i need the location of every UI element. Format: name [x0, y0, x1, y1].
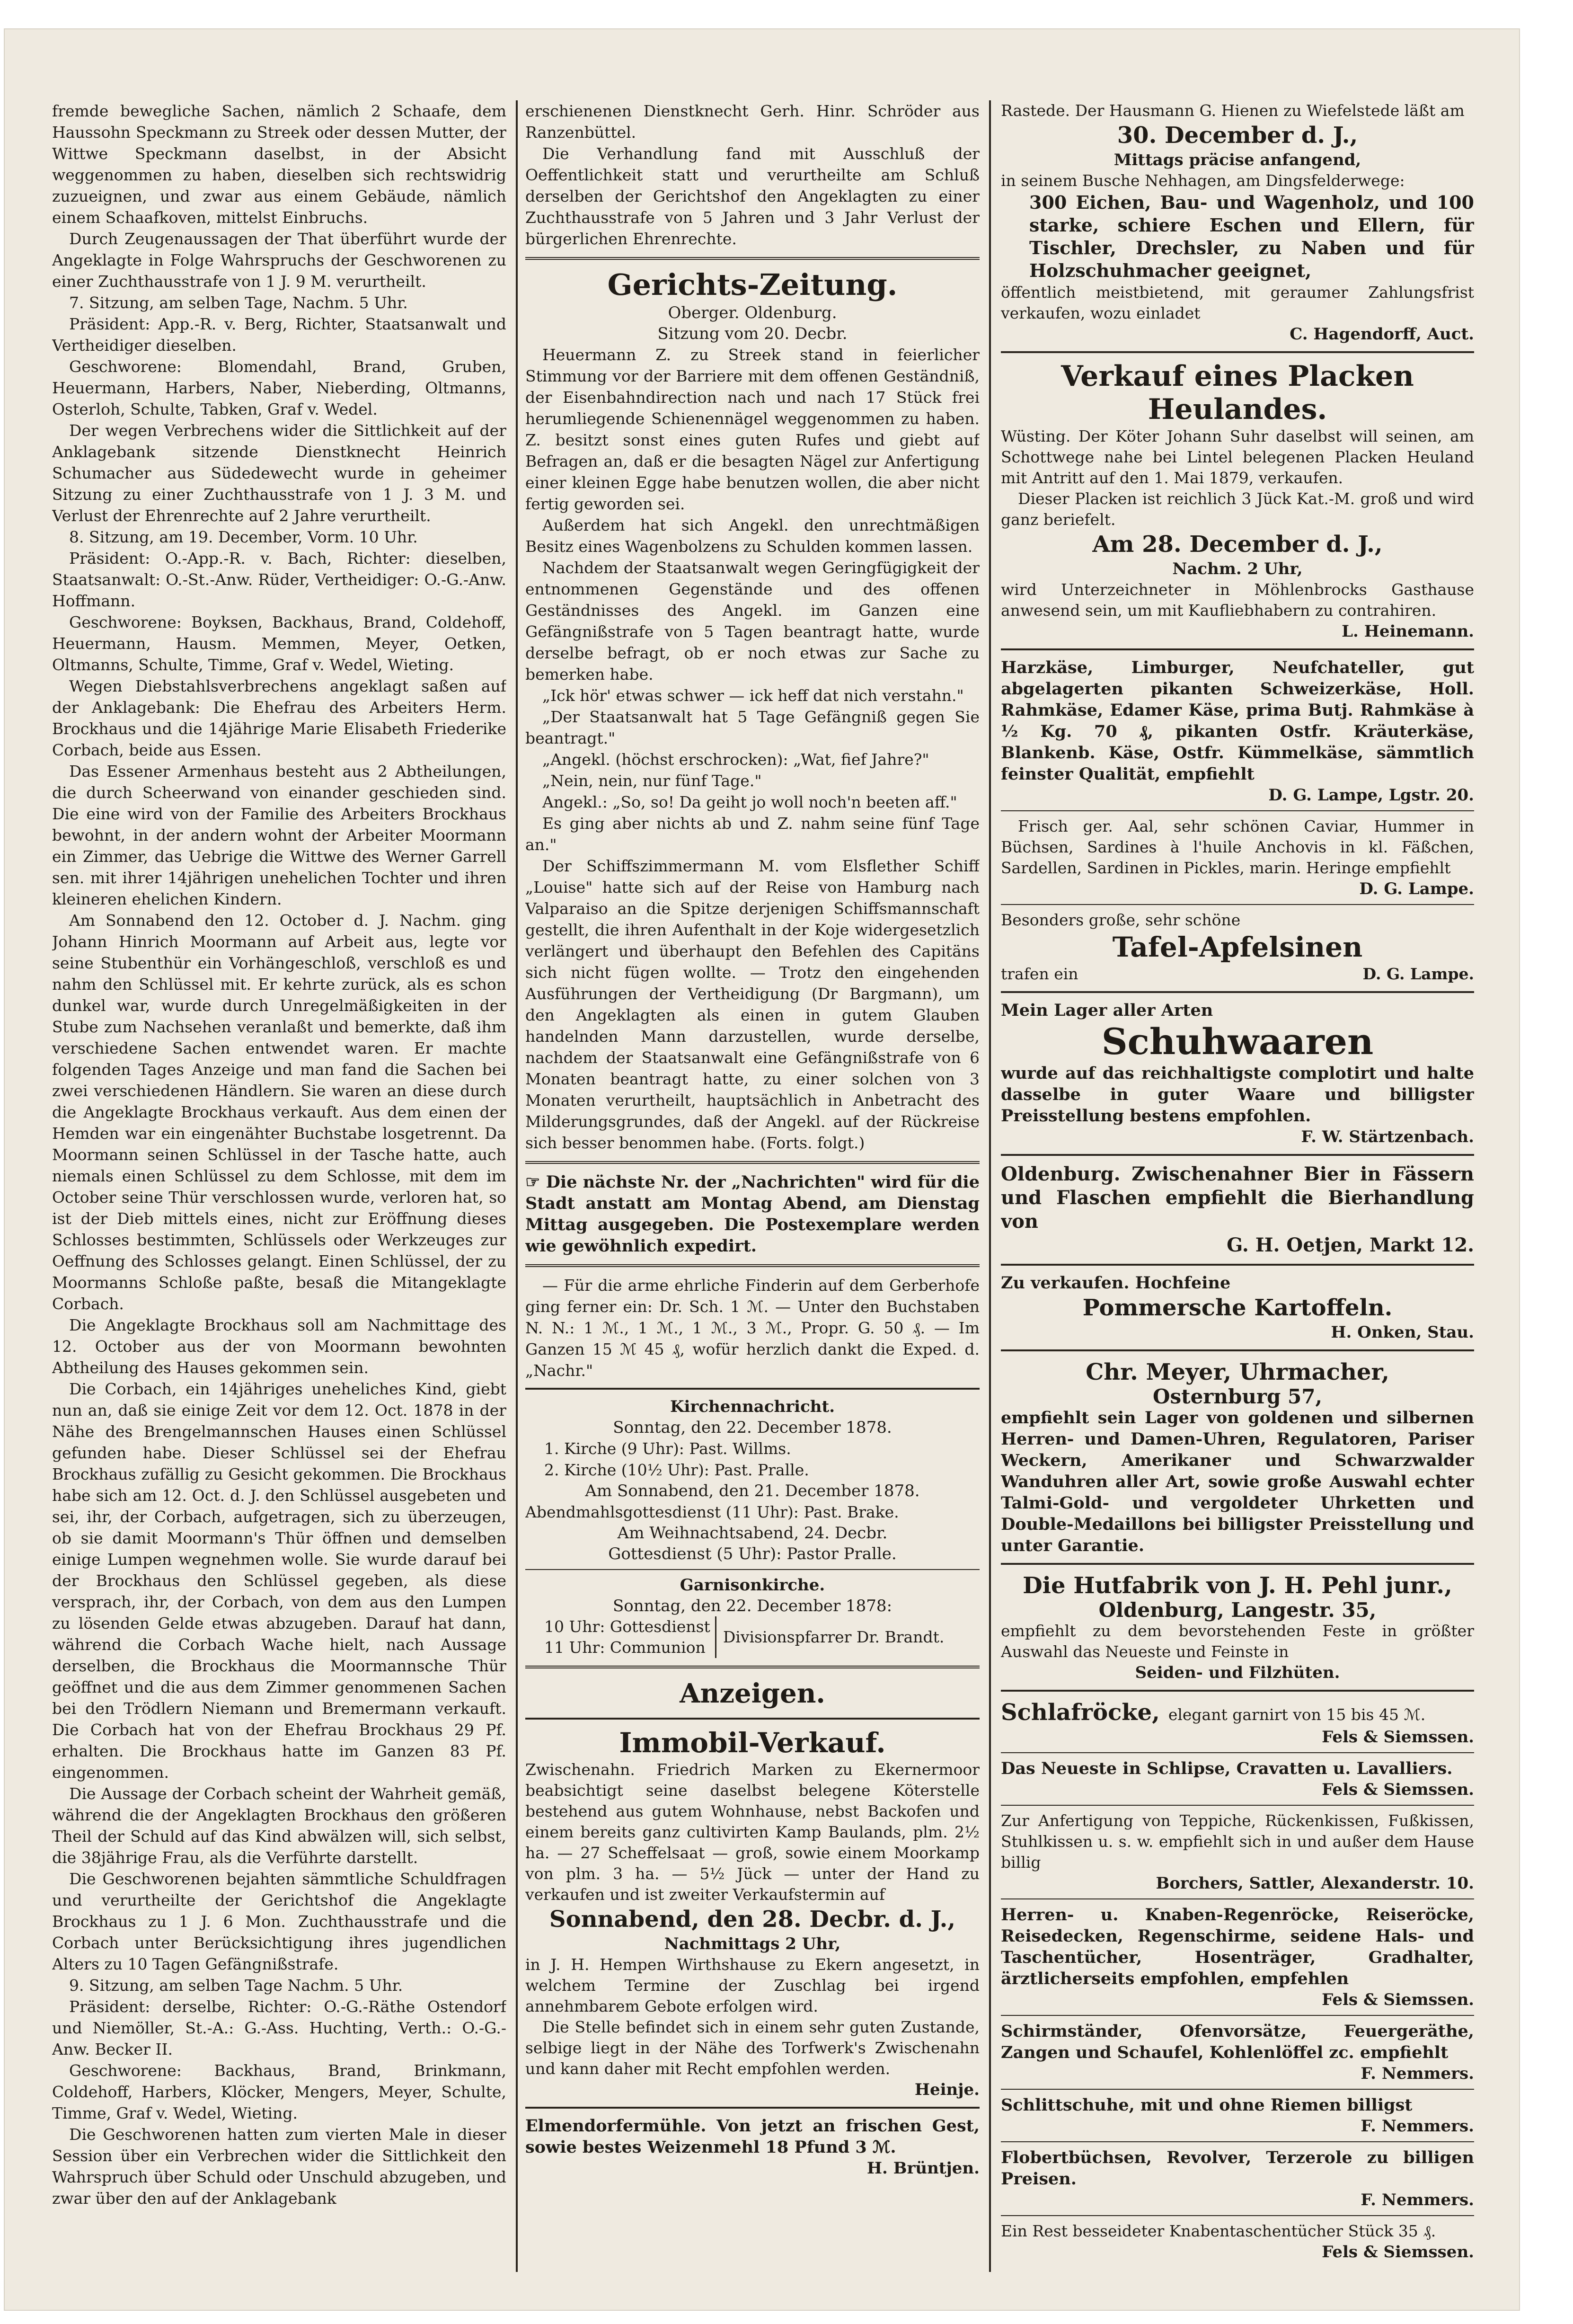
ad-headline — [1001, 1698, 1474, 1727]
ad-title: Verkauf eines Placken Heulandes. — [1061, 360, 1414, 426]
garrison-schedule — [525, 1616, 980, 1658]
garrison-pastor: Divisionspfarrer Dr. Brandt. — [723, 1628, 945, 1646]
section-divider — [525, 1264, 980, 1267]
article-paragraph: „Der Staatsanwalt hat 5 Tage Gefängniß gegen Sie beantragt." — [525, 708, 980, 747]
article-paragraph: „Angekl. (höchst erschrocken): „Wat, fief Jahre?" — [542, 750, 929, 769]
ad-title: Die Hutfabrik von J. H. Pehl junr., — [1023, 1572, 1452, 1599]
ad-signature: Fels & Siemssen. — [1322, 1728, 1474, 1747]
article-paragraph: Präsident: App.-R. v. Berg, Richter, Staatsanwalt und Vertheidiger dieselben. — [52, 315, 506, 355]
section-subtitle: Sitzung vom 20. Decbr. — [657, 324, 848, 343]
ad-text: wurde auf das reichhaltigste complotirt und halte dasselbe in guter Waare und billigster Preisstellung bestens empfohlen. — [1001, 1064, 1474, 1126]
article-paragraph: erschienenen Dienstknecht Gerh. Hinr. Schröder aus Ranzenbüttel. — [525, 102, 980, 142]
notice-box: ☞ Die nächste Nr. der „Nachrichten" wird für die Stadt anstatt am Montag Abend, am Dienstag Mittag ausgegeben. Die Postexemplare werden wie gewöhnlich expedirt. — [525, 1172, 980, 1256]
article-paragraph: Präsident: derselbe, Richter: O.-G.-Räthe Ostendorf und Niemöller, St.-A.: G.-Ass. Huchting, Verth.: O.-G.-Anw. Becker II. — [52, 1997, 506, 2058]
section-divider — [525, 1718, 980, 1720]
ad-text: Das Neueste in Schlipse, Cravatten u. Lavalliers. — [1001, 1759, 1453, 1778]
article-paragraph: Die Geschworenen bejahten sämmtliche Schuldfragen und verurtheilte der Gerichtshof die Angeklagte Brockhaus zu 1 J. 6 Mon. Zuchthausstrafe und die Corbach unter Berücksichtigung ihres jugendlichen Alters zu 10 Tagen Gefängnißstrafe. — [52, 1870, 506, 1973]
ad-title: Schlafröcke, — [1001, 1699, 1160, 1726]
article-paragraph: Geschworene: Backhaus, Brand, Brinkmann, Coldehoff, Harbers, Klöcker, Mengers, Meyer, Schulte, Timme, Graf v. Wedel, Wieting. — [52, 2061, 506, 2122]
section-divider — [1001, 1690, 1474, 1692]
column-rule — [516, 100, 518, 2272]
ad-signature: Fels & Siemssen. — [1322, 1780, 1474, 1799]
ad-text: Dieser Placken ist reichlich 3 Jück Kat.-M. groß und wird ganz beriefelt. — [1001, 489, 1474, 529]
article-paragraph: Am Sonnabend den 12. October d. J. Nachm. ging Johann Hinrich Moormann auf Arbeit aus, legte vor seine Stubenthür ein Vorhängeschloß, verschloß es und nahm den Schlüssel mit. Er kehrte zurück, als es schon dunkel war, wurde durch Unregelmäßigkeiten in der Stube zum Nachsehen veranlaßt und bemerkte, daß ihm verschiedene Sachen entwendet waren. Er machte folgenden Tages Anzeige und man fand die Sachen bei zwei verschiedenen Händlern. Sie waren an diese durch die Angeklagte Brockhaus verkauft. Aus dem einen der Hemden war ein eingenähter Buchstabe losgetrennt. Da Moormann seinen Schlüssel in der Tasche hatte, auch niemals einen Schlüssel zu dem Schlosse, mit dem im October seine Thür verschlossen wurde, verloren hat, so ist der Dieb mittels eines, nicht zur Eröffnung dieses Schlosses bestimmten, Schlüssels oder Werkzeuges zur Oeffnung des Schlosses gelangt. Einen Schlüssel, der zu Moormanns Schloße paßte, besaß die Mitangeklagte Corbach. — [52, 911, 506, 1313]
ad-signature: Borchers, Sattler, Alexanderstr. 10. — [1156, 1874, 1474, 1893]
article-paragraph: fremde bewegliche Sachen, nämlich 2 Schaafe, dem Haussohn Speckmann zu Streek oder dessen Mutter, der Wittwe Speckmann daselbst, in der Absicht weggenommen zu haben, dieselben sich rechtswidrig zuzueignen, und zwar aus einem Gebäude, nämlich einem Schaafkoven, mittelst Einbruchs. — [52, 102, 506, 227]
section-divider — [1001, 1349, 1474, 1351]
section-divider — [1001, 1752, 1474, 1753]
ad-title: Immobil-Verkauf. — [619, 1727, 886, 1759]
article-paragraph: Die Geschworenen hatten zum vierten Male in dieser Session über ein Verbrechen wider die Sittlichkeit den Wahrspruch über Schuld oder Unschuld abzugeben, und zwar über den auf der Anklagebank — [52, 2125, 506, 2208]
session-heading: 7. Sitzung, am selben Tage, Nachm. 5 Uhr. — [69, 293, 408, 312]
section-divider — [1001, 2015, 1474, 2016]
article-paragraph: Das Essener Armenhaus besteht aus 2 Abtheilungen, die durch Scheerwand von einander geschieden sind. Die eine wird von der Familie des Arbeiters Brockhaus bewohnt, in der andern wohnt der Arbeiter Moormann ein Zimmer, das Uebrige die Wittwe des Werner Garrell sen. mit ihrer 14jährigen unehelichen Tochter und ihren kleineren ehelichen Kindern. — [52, 762, 506, 908]
article-paragraph: Die Verhandlung fand mit Ausschluß der Oeffentlichkeit statt und verurtheilte am Schluß derselben der Gerichtshof den Angeklagten zu einer Zuchthausstrafe von 5 Jahren und 3 Jahr Verlust der bürgerlichen Ehrenrechte. — [525, 144, 980, 248]
column-2 — [525, 100, 980, 2272]
article-paragraph: Geschworene: Blomendahl, Brand, Gruben, Heuermann, Harbers, Naber, Nieberding, Oltmanns, Osterloh, Schulte, Tabken, Graf v. Wedel. — [52, 357, 506, 418]
ad-text: Die Stelle befindet sich in einem sehr guten Zustande, selbige liegt in der Nähe des Torfwerk's Zwischenahn und kann daher mit Recht empfohlen werden. — [525, 2018, 980, 2078]
ad-text: Besonders große, sehr schöne — [1001, 911, 1241, 929]
ad-signature: H. Onken, Stau. — [1331, 1323, 1474, 1342]
column-3 — [1001, 100, 1474, 2272]
ad-text: elegant garnirt von 15 bis 45 ℳ. — [1168, 1705, 1426, 1724]
section-divider — [1001, 648, 1474, 650]
section-divider — [1001, 1264, 1474, 1266]
ad-text: wird Unterzeichneter in Möhlenbrocks Gasthause anwesend sein, um mit Kaufliebhabern zu contrahiren. — [1001, 580, 1474, 620]
article-paragraph: „Ick hör' etwas schwer — ick heff dat nich verstahn." — [542, 686, 964, 705]
article-paragraph: Die Corbach, ein 14jähriges uneheliches Kind, giebt nun an, daß sie einige Zeit vor dem 12. Oct. 1878 in der Nähe des Brengelmannschen Hauses einen Schlüssel gefunden habe. Dieser Schlüssel sei der Ehefrau Brockhaus zufällig zu Gesicht gekommen. Die Brockhaus habe sich am 12. Oct. d. J. den Schlüssel ausgebeten und sei, ihr, der Corbach, aufgetragen, sich zu überzeugen, ob sie damit Moormann's Thür öffnen und demselben einige Lumpen wegnehmen wolle. Sie wurde darauf bei der Brockhaus den Schlüssel gegeben, als diese versprach, ihr, der Corbach, von dem aus den Lumpen zu lösenden Gelde etwas abzugeben. Darauf hat dann, während die Corbach Wache hielt, nach Aussage derselben, die Brockhaus die Moormannsche Thür geöffnet und die aus dem Zimmer genommenen Sachen bei den Trödlern Niemann und Bremermann verkauft. Die Corbach hat von der Ehefrau Brockhaus 29 Pf. erhalten. Die Brockhaus hatte im Ganzen 83 Pf. eingenommen. — [52, 1380, 506, 1782]
section-divider — [525, 1388, 980, 1390]
ad-date: Sonnabend, den 28. Decbr. d. J., — [549, 1906, 956, 1933]
section-title: Gerichts-Zeitung. — [607, 267, 898, 302]
article-paragraph: Heuermann Z. zu Streek stand in feierlicher Stimmung vor der Barriere mit dem offenen Geständniß, der Eisenbahndirection nach und nach 17 Stück frei herumliegende Schienennägel weggenommen zu haben. Z. besitzt sonst eines guten Rufes und giebt auf Befragen an, daß er die besagten Nägel zur Anfertigung einer kleinen Egge habe benutzen wollen, die aber nicht fertig geworden sei. — [525, 346, 980, 513]
article-paragraph: Außerdem hat sich Angekl. den unrechtmäßigen Besitz eines Wagenbolzens zu Schulden kommen lassen. — [525, 516, 980, 556]
garrison-date: Sonntag, den 22. December 1878: — [612, 1597, 893, 1615]
church-line: Sonntag, den 22. December 1878. — [613, 1418, 892, 1437]
session-heading: 9. Sitzung, am selben Tage Nachm. 5 Uhr. — [69, 1976, 403, 1995]
ad-signature: D. G. Lampe, Lgstr. 20. — [1268, 786, 1474, 805]
church-line: Am Sonnabend, den 21. December 1878. — [585, 1481, 920, 1500]
ad-signature: L. Heinemann. — [1342, 622, 1474, 641]
column-1 — [52, 100, 506, 2272]
article-paragraph: Wegen Diebstahlsverbrechens angeklagt saßen auf der Anklagebank: Die Ehefrau des Arbeiters Herm. Brockhaus und die 14jährige Marie Elisabeth Friederike Corbach, beide aus Essen. — [52, 677, 506, 759]
ad-signature: F. Nemmers. — [1361, 2064, 1474, 2083]
article-paragraph: Es ging aber nichts ab und Z. nahm seine fünf Tage an." — [525, 814, 980, 854]
section-divider — [1001, 351, 1474, 353]
church-line: Gottesdienst (5 Uhr): Pastor Pralle. — [608, 1544, 897, 1563]
church-line: Abendmahlsgottesdienst (11 Uhr): Past. Brake. — [525, 1503, 899, 1521]
ad-text: Flobertbüchsen, Revolver, Terzerole zu billigen Preisen. — [1001, 2148, 1474, 2189]
section-divider — [1001, 2089, 1474, 2090]
ad-text: Ein Rest besseideter Knabentaschentücher Stück 35 ₰. — [1001, 2222, 1436, 2240]
ad-signature: F. Nemmers. — [1361, 2117, 1474, 2136]
church-line: 1. Kirche (9 Uhr): Past. Willms. — [544, 1439, 791, 1458]
ad-text: trafen ein — [1001, 965, 1078, 983]
session-heading: 8. Sitzung, am 19. December, Vorm. 10 Uhr. — [69, 528, 418, 546]
section-divider — [1001, 810, 1474, 811]
church-line: 2. Kirche (10½ Uhr): Past. Pralle. — [544, 1461, 809, 1479]
church-line: Am Weihnachtsabend, 24. Decbr. — [617, 1524, 888, 1543]
garrison-line: 10 Uhr: Gottesdienst — [544, 1617, 710, 1636]
garrison-title: Garnisonkirche. — [680, 1576, 825, 1595]
ad-text: Seiden- und Filzhüten. — [1135, 1663, 1340, 1682]
ad-signature: C. Hagendorff, Auct. — [1290, 325, 1474, 344]
ad-text: Oldenburg. Zwischenahner Bier in Fässern und Flaschen empfiehlt die Bierhandlung von — [1001, 1163, 1474, 1233]
ad-title: Schuhwaaren — [1101, 1020, 1374, 1063]
ad-signature: D. G. Lampe. — [1362, 965, 1474, 983]
ad-text: Zwischenahn. Friedrich Marken zu Ekernermoor beabsichtigt seine daselbst belegene Köterstelle bestehend aus gutem Wohnhause, nebst Backofen und einem bereits ganz cultivirten Kamp Baulands, plm. 2½ ha. — 27 Scheffelsaat — groß, sowie einem Moorkamp von plm. 3 ha. — 5½ Jück — unter der Hand zu verkaufen und ist zweiter Verkaufstermin auf — [525, 1760, 980, 1904]
ad-text: empfiehlt sein Lager von goldenen und silbernen Herren- und Damen-Uhren, Regulatoren, Pariser Weckern, Amerikaner und Schwarzwalder Wanduhren aller Art, sowie große Auswahl echter Talmi-Gold- und vergoldeter Uhrketten und Double-Medaillons bei billigster Preisstellung und unter Garantie. — [1001, 1408, 1474, 1555]
section-divider — [1001, 2141, 1474, 2142]
section-divider — [1001, 904, 1474, 905]
church-title: Kirchennachricht. — [670, 1397, 835, 1416]
ad-text: in J. H. Hempen Wirthshause zu Ekern angesetzt, in welchem Termine der Zuschlag bei irgend annehmbarem Gebote erfolgen wird. — [525, 1955, 980, 2015]
ad-signature: H. Brüntjen. — [866, 2159, 980, 2178]
ad-text: Rastede. Der Hausmann G. Hienen zu Wiefelstede läßt am — [1001, 101, 1465, 120]
ad-title: Tafel-Apfelsinen — [1112, 931, 1363, 963]
ad-text: Harzkäse, Limburger, Neufchateller, gut abgelagerten pikanten Schweizerkäse, Holl. Rahmkäse, Edamer Käse, prima Butj. Rahmkäse à ½ Kg. 70 ₰, pikanten Ostfr. Kräuterkäse, Blankenb. Käse, Ostfr. Kümmelkäse, sämmtlich feinster Qualität, empfiehlt — [1001, 658, 1474, 784]
section-subtitle: Oberger. Oldenburg. — [668, 303, 837, 322]
ad-subtitle: Oldenburg, Langestr. 35, — [1098, 1598, 1377, 1622]
ad-text: öffentlich meistbietend, mit geraumer Zahlungsfrist verkaufen, wozu einladet — [1001, 283, 1474, 322]
ad-signature: Fels & Siemssen. — [1322, 1990, 1474, 2009]
article-paragraph: Der Schiffszimmermann M. vom Elsflether Schiff „Louise" hatte sich auf der Reise von Hamburg nach Valparaiso an die Spitze derjenigen Schiffsmannschaft gestellt, die ihren Aufenthalt in der Koje widergesetzlich verlängert und überhaupt den Befehlen des Capitäns sich nicht fügen wollte. — Trotz den eingehenden Ausführungen der Vertheidigung (Dr Bargmann), um den Angeklagten als einen in gutem Glauben handelnden Mann darzustellen, wurde derselbe, nachdem der Staatsanwalt eine Gefängnißstrafe von 6 Monaten beantragt hatte, zu einer solchen von 3 Monaten verurtheilt, hauptsächlich in Anbetracht des Milderungsgrundes, daß der Angekl. auf der Rückreise sich besser benommen habe. (Forts. folgt.) — [525, 857, 980, 1152]
article-paragraph: Geschworene: Boyksen, Backhaus, Brand, Coldehoff, Heuermann, Hausm. Memmen, Meyer, Oetken, Oltmanns, Schulte, Timme, Graf v. Wedel, Wieting. — [52, 613, 506, 674]
ad-title: Chr. Meyer, Uhrmacher, — [1086, 1359, 1389, 1385]
section-divider — [1001, 1154, 1474, 1156]
section-divider — [1001, 991, 1474, 993]
article-paragraph: „Nein, nein, nur fünf Tage." — [542, 772, 762, 790]
section-divider — [1001, 2215, 1474, 2216]
donation-notice: — Für die arme ehrliche Finderin auf dem Gerberhofe ging ferner ein: Dr. Sch. 1 ℳ. — Unter den Buchstaben N. N.: 1 ℳ., 1 ℳ., 1 ℳ., 3 ℳ., Propr. G. 50 ₰. — Im Ganzen 15 ℳ 45 ₰, wofür herzlich dankt die Exped. d. „Nachr." — [525, 1276, 980, 1380]
ad-text: Herren- u. Knaben-Regenröcke, Reiseröcke, Reisedecken, Regenschirme, seidene Hals- und Taschentücher, Hosenträger, Gradhalter, ärztlicherseits empfohlen, empfehlen — [1001, 1905, 1474, 1988]
section-divider — [525, 1569, 980, 1570]
ad-text: 300 Eichen, Bau- und Wagenholz, und 100 starke, schiere Eschen und Ellern, für Tischler, Drechsler, zu Naben und für Holzschuhmacher geeignet, — [1029, 192, 1474, 281]
ad-text: Schirmständer, Ofenvorsätze, Feuergeräthe, Zangen und Schaufel, Kohlenlöffel zc. empfiehlt — [1001, 2022, 1474, 2062]
ad-text: Zur Anfertigung von Teppiche, Rückenkissen, Fußkissen, Stuhlkissen u. s. w. empfiehlt sich in und außer dem Hause billig — [1001, 1811, 1474, 1872]
ad-text: Wüsting. Der Köter Johann Suhr daselbst will seinen, am Schottwege nahe bei Lintel belegenen Placken Heuland mit Antritt auf den 1. Mai 1879, verkaufen. — [1001, 427, 1474, 487]
article-paragraph: Nachdem der Staatsanwalt wegen Geringfügigkeit der entnommenen Gegenstände und des offenen Geständnisses des Angekl. im Ganzen eine Gefängnißstrafe von 5 Tagen beantragt hatte, wurde derselbe befragt, ob er noch etwas zur Sache zu bemerken habe. — [525, 559, 980, 683]
article-paragraph: Der wegen Verbrechens wider die Sittlichkeit auf der Anklagebank sitzende Dienstknecht Heinrich Schumacher aus Südedewecht wurde in geheimer Sitzung zu einer Zuchthausstrafe von 1 J. 3 M. und Verlust der Ehrenrechte auf 2 Jahre verurtheilt. — [52, 421, 506, 525]
ad-signature: F. W. Stärtzenbach. — [1301, 1127, 1474, 1146]
article-paragraph: Die Angeklagte Brockhaus soll am Nachmittage des 12. October aus der von Moormann bewohnten Abtheilung des Hauses gekommen sein. — [52, 1316, 506, 1377]
ad-text: in seinem Busche Nehhagen, am Dingsfelderwege: — [1001, 171, 1405, 190]
newspaper-page — [5, 29, 1519, 2310]
section-divider — [1001, 1805, 1474, 1806]
section-divider — [1001, 1563, 1474, 1565]
article-paragraph: Präsident: O.-App.-R. v. Bach, Richter: dieselben, Staatsanwalt: O.-St.-Anw. Rüder, Vertheidiger: O.-G.-Anw. Hoffmann. — [52, 549, 506, 610]
section-divider — [525, 257, 980, 260]
ad-text: empfiehlt zu dem bevorstehenden Feste in größter Auswahl das Neueste und Feinste in — [1001, 1622, 1474, 1661]
garrison-line: 11 Uhr: Communion — [544, 1638, 706, 1657]
ad-time: Mittags präcise anfangend, — [1113, 151, 1361, 169]
article-paragraph: Angekl.: „So, so! Da geiht jo woll noch'n beeten aff." — [542, 793, 957, 811]
ad-text: Frisch ger. Aal, sehr schönen Caviar, Hummer in Büchsen, Sardines à l'huile Anchovis in kl. Fäßchen, Sardellen, Sardinen in Pickles, marin. Heringe empfiehlt — [1001, 817, 1474, 877]
ad-signature: Fels & Siemssen. — [1322, 2243, 1474, 2262]
ad-text: Elmendorfermühle. Von jetzt an frischen Gest, sowie bestes Weizenmehl 18 Pfund 3 ℳ. — [525, 2116, 980, 2157]
ad-signature: G. H. Oetjen, Markt 12. — [1227, 1234, 1474, 1256]
ad-time: Nachmittags 2 Uhr, — [664, 1934, 841, 1953]
section-divider — [525, 1666, 980, 1668]
ads-title: Anzeigen. — [680, 1678, 825, 1709]
ad-signature: D. G. Lampe. — [1359, 879, 1474, 898]
ad-subtitle: Osternburg 57, — [1152, 1385, 1323, 1408]
section-divider — [1001, 1898, 1474, 1899]
column-rule — [989, 100, 991, 2272]
section-divider — [525, 2107, 980, 2109]
ad-time: Nachm. 2 Uhr, — [1172, 559, 1303, 578]
article-paragraph: Die Aussage der Corbach scheint der Wahrheit gemäß, während die der Angeklagten Brockhaus den größeren Theil der Schuld auf das Kind abwälzen will, sich selbst, die 38jährige Frau, als die Verführte darstellt. — [52, 1784, 506, 1867]
ad-signature: Heinje. — [914, 2080, 980, 2099]
ad-title: Pommersche Kartoffeln. — [1082, 1295, 1393, 1321]
ad-date: 30. December d. J., — [1117, 122, 1358, 149]
ad-text: Mein Lager aller Arten — [1001, 1001, 1213, 1020]
ad-date: Am 28. December d. J., — [1092, 531, 1383, 558]
article-paragraph: Durch Zeugenaussagen der That überführt wurde der Angeklagte in Folge Wahrspruchs der Geschworenen zu einer Zuchthausstrafe von 1 J. 9 M. verurtheilt. — [52, 230, 506, 291]
ad-text: Zu verkaufen. Hochfeine — [1001, 1273, 1231, 1293]
ad-text: Schlittschuhe, mit und ohne Riemen billigst — [1001, 2095, 1413, 2115]
ad-footer — [1001, 964, 1474, 985]
ad-signature: F. Nemmers. — [1361, 2191, 1474, 2209]
section-divider — [525, 1161, 980, 1164]
